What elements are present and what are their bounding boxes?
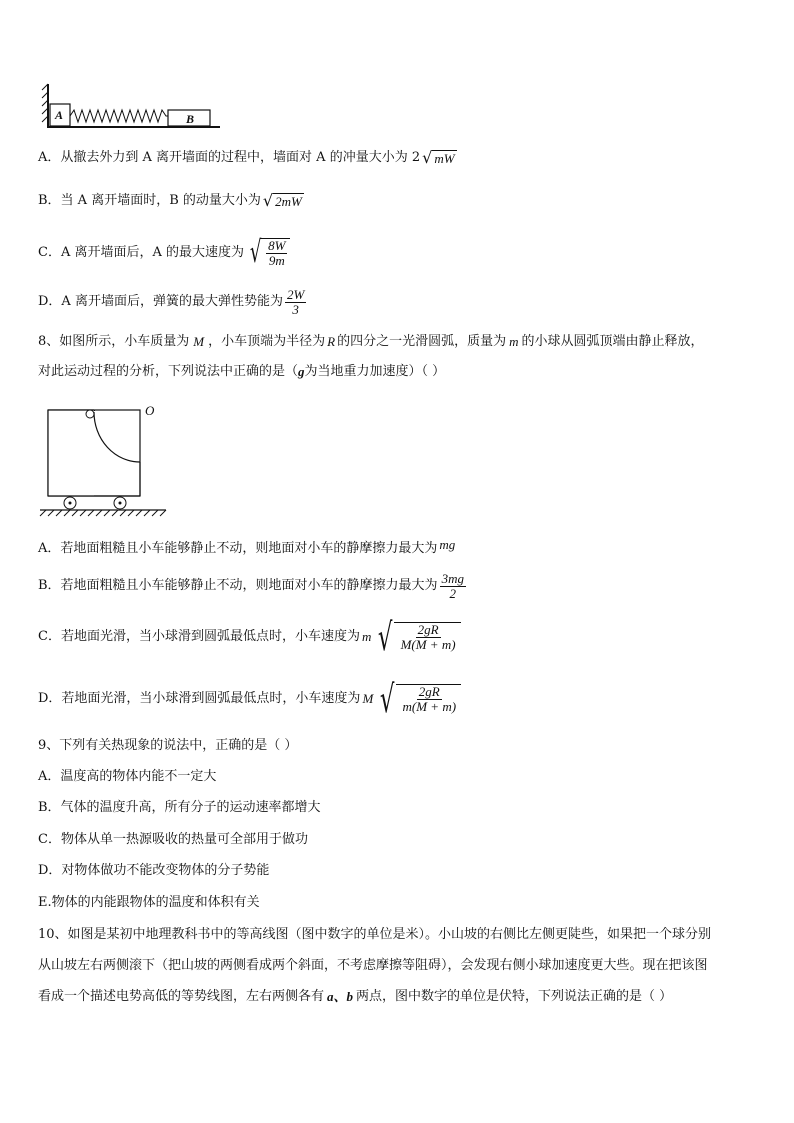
q9-option-a: A．温度高的物体内能不一定大 bbox=[38, 769, 217, 784]
q7-option-b: B．当 A 离开墙面时，B 的动量大小为 √ 2mW bbox=[38, 191, 302, 210]
cart-figure bbox=[38, 402, 170, 520]
sqrt-fraction: √ $\frac{2gR}{M(M + m)}$ bbox=[373, 622, 460, 652]
sqrt-expression: √ 2mW bbox=[262, 191, 302, 210]
q8-stem-line1: 8、如图所示，小车质量为 M ，小车顶端为半径为 R 的四分之一光滑圆弧，质量为 m 的小球从圆弧顶端由静止释放， bbox=[38, 334, 704, 349]
arc-center-label: O bbox=[145, 403, 155, 418]
spring-figure bbox=[40, 82, 226, 132]
q7-option-d: D．A 离开墙面后，弹簧的最大弹性势能为 $\frac{2W}{3}$ bbox=[38, 286, 305, 317]
q9-stem: 9、下列有关热现象的说法中，正确的是（ ） bbox=[38, 738, 298, 753]
q8-option-c: C．若地面光滑，当小球滑到圆弧最低点时，小车速度为 m √ $\frac{2gR}{M(M + m)}$ bbox=[38, 617, 461, 657]
q9-option-c: C．物体从单一热源吸收的热量可全部用于做功 bbox=[38, 832, 308, 847]
q9-option-b: B．气体的温度升高，所有分子的运动速率都增大 bbox=[38, 800, 321, 815]
q9-option-e: E.物体的内能跟物体的温度和体积有关 bbox=[38, 895, 260, 910]
q7-option-c: C．A 离开墙面后，A 的最大速度为 √ $\frac{8W}{9m}$ bbox=[38, 238, 290, 268]
q10-stem-line1: 10、如图是某初中地理教科书中的等高线图（图中数字的单位是米）。小山坡的右侧比左侧更陡些，如果把一个球分别 bbox=[38, 927, 712, 942]
fraction: $\frac{3mg}{2}$ bbox=[441, 570, 464, 601]
q10-stem-line2: 从山坡左右两侧滚下（把山坡的两侧看成两个斜面，不考虑摩擦等阻碍），会发现右侧小球加速度更大些。现在把该图 bbox=[38, 958, 708, 973]
sqrt-fraction: √ $\frac{8W}{9m}$ bbox=[246, 238, 290, 268]
q8-option-b: B．若地面粗糙且小车能够静止不动，则地面对小车的静摩擦力最大为 $\frac{3mg}{2}$ bbox=[38, 570, 464, 601]
q8-stem-line2: 对此运动过程的分析，下列说法中正确的是（ g 为当地重力加速度）（ ） bbox=[38, 364, 446, 379]
block-b-label: B bbox=[186, 112, 195, 126]
q7-option-a: A．从撤去外力到 A 离开墙面的过程中，墙面对 A 的冲量大小为 2 √ mW bbox=[38, 148, 455, 167]
sqrt-fraction: √ $\frac{2gR}{m(M + m)}$ bbox=[375, 684, 461, 714]
block-a-label: A bbox=[55, 108, 64, 122]
q10-stem-line3: 看成一个描述电势高低的等势线图，左右两侧各有 a、b 两点，图中数字的单位是伏特，下列说法正确的是（ ） bbox=[38, 989, 673, 1004]
fraction: $\frac{2W}{3}$ bbox=[286, 286, 305, 317]
q8-option-d: D．若地面光滑，当小球滑到圆弧最低点时，小车速度为 M √ $\frac{2gR}{m(M + m)}$ bbox=[38, 679, 461, 719]
q8-option-a: A．若地面粗糙且小车能够静止不动，则地面对小车的静摩擦力最大为 mg bbox=[38, 537, 456, 556]
sqrt-expression: √ mW bbox=[422, 148, 455, 167]
q9-option-d: D．对物体做功不能改变物体的分子势能 bbox=[38, 863, 270, 878]
